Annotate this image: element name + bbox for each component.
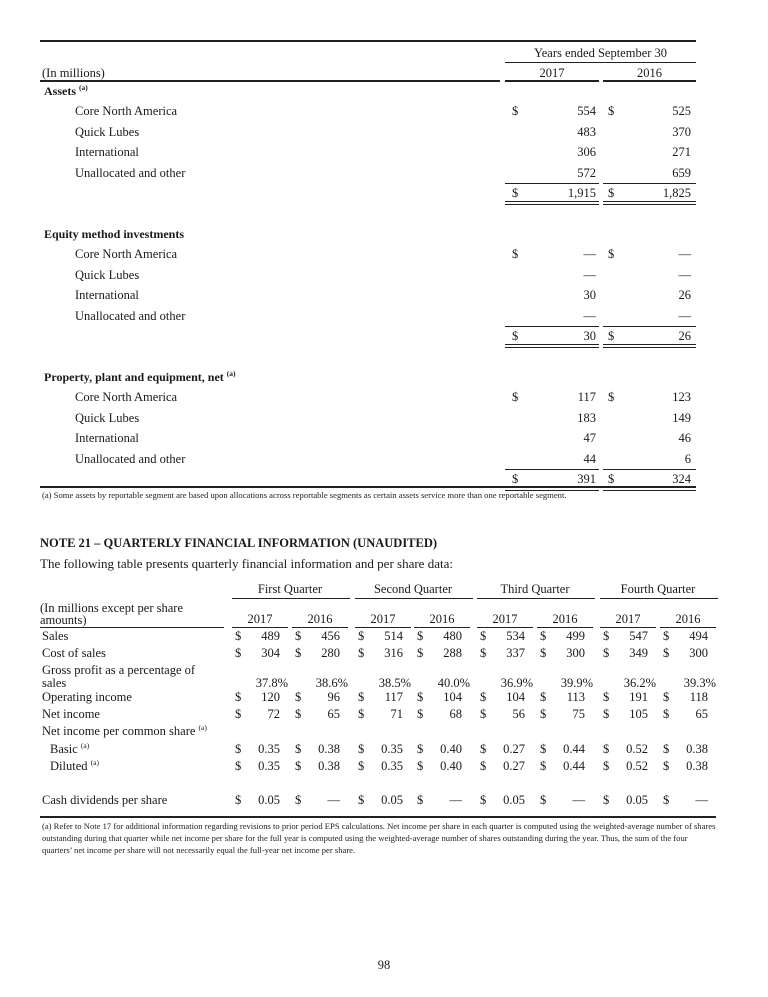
dollar-sign: $: [603, 707, 610, 721]
dollar-sign-2016: $: [608, 104, 615, 118]
dollar-sign: $: [235, 707, 242, 721]
section-title: [44, 227, 184, 241]
row-label: [42, 724, 207, 738]
value-2017: 47: [583, 431, 596, 445]
total-double-rule: [603, 344, 696, 345]
section-title: [44, 370, 236, 384]
value-2017: 30: [583, 288, 596, 302]
note21-heading: NOTE 21 – QUARTERLY FINANCIAL INFORMATION (UNAUDITED): [40, 536, 438, 550]
section-title-text: Equity method investments: [44, 227, 185, 241]
footnote-mark: (a): [80, 741, 90, 750]
row-label: Quick Lubes: [75, 267, 140, 282]
header-bottom-rule: [40, 80, 500, 82]
dollar-sign: $: [603, 690, 610, 704]
dollar-sign: $: [417, 646, 424, 660]
year-header: 2016: [307, 612, 333, 626]
dollar-sign: $: [235, 759, 242, 773]
dollar-sign: $: [235, 646, 242, 660]
total-double-rule: [603, 204, 696, 205]
row-label: [50, 742, 89, 756]
units-label-line2: amounts): [40, 613, 87, 627]
note21-intro: The following table presents quarterly financial information and per share data:: [40, 556, 453, 571]
row-label: [42, 707, 100, 721]
dollar-sign: $: [603, 742, 610, 756]
dollar-sign-2016: $: [608, 247, 615, 261]
cell-value: 65: [327, 707, 340, 721]
cell-value: 118: [689, 690, 708, 704]
subtotal-rule: [603, 469, 696, 470]
cell-value: 0.27: [503, 742, 525, 756]
year-header-rule: [292, 627, 348, 628]
dollar-sign: $: [663, 793, 670, 807]
quarter-header: Third Quarter: [500, 582, 570, 596]
year-header-rule: [232, 627, 288, 628]
section-title: [44, 84, 88, 98]
label-header-rule: [40, 627, 224, 628]
header-rule: [505, 62, 696, 63]
cell-value: 499: [566, 629, 585, 643]
dollar-sign: $: [540, 793, 547, 807]
value-2016: 271: [672, 145, 691, 159]
page-number: 98: [377, 958, 391, 972]
cell-value: 300: [566, 646, 585, 660]
dollar-sign: $: [295, 707, 302, 721]
total-2017: 30: [583, 329, 596, 343]
units-label-line1: (In millions except per share: [40, 601, 184, 615]
total-2017: 391: [577, 472, 596, 486]
dollar-sign: $: [540, 629, 547, 643]
cell-value: 38.6%: [315, 676, 348, 690]
year-header: 2016: [675, 612, 701, 626]
cell-value: 0.05: [503, 793, 525, 807]
cell-value: 0.52: [626, 742, 648, 756]
dollar-sign: $: [235, 629, 242, 643]
value-2016: —: [678, 247, 691, 261]
cell-value: 37.8%: [255, 676, 288, 690]
cell-value: —: [449, 793, 462, 807]
value-2017: —: [583, 247, 596, 261]
cell-value: 38.5%: [378, 676, 411, 690]
subtotal-rule: [603, 183, 696, 184]
cell-value: 0.52: [626, 759, 648, 773]
footnote-rule: [40, 486, 696, 488]
dollar-sign: $: [603, 759, 610, 773]
total-double-rule: [505, 201, 599, 202]
subtotal-rule: [505, 469, 599, 470]
header-bottom-rule-2017: [505, 80, 599, 82]
cell-value: 105: [629, 707, 648, 721]
cell-value: 0.38: [686, 759, 708, 773]
cell-value: 0.38: [686, 742, 708, 756]
cell-value: 280: [321, 646, 340, 660]
cell-value: 65: [695, 707, 708, 721]
table-top-rule: [40, 40, 696, 42]
row-label-text: Cash dividends per share: [42, 793, 168, 807]
row-label-text: Diluted: [50, 759, 88, 773]
row-label: [42, 690, 132, 704]
dollar-sign-2017: $: [512, 104, 519, 118]
dollar-sign: $: [417, 690, 424, 704]
cell-value: 300: [689, 646, 708, 660]
cell-value: 0.44: [563, 759, 585, 773]
row-label-text: Net income: [42, 707, 100, 721]
cell-value: 349: [629, 646, 648, 660]
footnote-mark: (a): [198, 723, 207, 732]
dollar-sign: $: [358, 646, 365, 660]
year-header: 2017: [615, 612, 641, 626]
quarter-header-rule: [232, 598, 350, 599]
dollar-sign: $: [540, 707, 547, 721]
row-label: Quick Lubes: [75, 124, 140, 139]
footnote-mark: (a): [79, 83, 88, 92]
cell-value: 316: [384, 646, 403, 660]
year-header: 2016: [552, 612, 578, 626]
cell-value: 0.35: [381, 742, 403, 756]
value-2017: 572: [577, 165, 596, 180]
row-label-text: Sales: [42, 629, 69, 643]
dollar-sign: $: [417, 759, 424, 773]
cell-value: 120: [261, 690, 280, 704]
footnote-mark: (a): [90, 758, 99, 767]
subtotal-rule: [603, 326, 696, 327]
dollar-sign: $: [603, 793, 610, 807]
dollar-sign: $: [358, 690, 365, 704]
total-2016: 324: [672, 472, 691, 486]
row-label: Core North America: [75, 247, 178, 261]
cell-value: 68: [449, 707, 462, 721]
total-dollar-2016: $: [608, 472, 615, 486]
dollar-sign: $: [663, 742, 670, 756]
cell-value: 0.35: [258, 742, 280, 756]
total-double-rule: [505, 204, 599, 205]
footnote-mark: (a): [226, 369, 236, 378]
year-2016-header: 2016: [637, 66, 662, 80]
cell-value: 0.05: [258, 793, 280, 807]
cell-value: 39.3%: [683, 676, 716, 690]
dollar-sign: $: [480, 690, 487, 704]
dollar-sign: $: [295, 629, 302, 643]
cell-value: —: [572, 793, 585, 807]
dollar-sign: $: [480, 793, 487, 807]
dollar-sign: $: [417, 793, 424, 807]
row-label: [50, 759, 99, 773]
total-double-rule: [603, 201, 696, 202]
cell-value: 337: [506, 646, 525, 660]
cell-value: 96: [327, 690, 340, 704]
row-label-text: Net income per common share: [42, 724, 196, 738]
dollar-sign: $: [358, 629, 365, 643]
dollar-sign-2016: $: [608, 390, 615, 404]
cell-value: 489: [261, 629, 280, 643]
dollar-sign: $: [417, 707, 424, 721]
cell-value: 104: [443, 690, 462, 704]
cell-value: 56: [512, 707, 525, 721]
dollar-sign: $: [663, 759, 670, 773]
cell-value: 36.2%: [623, 676, 656, 690]
cell-value: 514: [384, 629, 403, 643]
year-header: 2017: [492, 612, 518, 626]
quarter-header: Second Quarter: [373, 582, 453, 596]
dollar-sign: $: [417, 629, 424, 643]
cell-value: 304: [261, 646, 280, 660]
cell-value: 480: [443, 629, 462, 643]
dollar-sign: $: [480, 742, 487, 756]
cell-value: 72: [267, 707, 280, 721]
value-2016: 525: [672, 104, 691, 118]
total-2016: 26: [678, 329, 691, 343]
year-header: 2016: [429, 612, 455, 626]
value-2016: 26: [678, 288, 691, 302]
year-header-rule: [537, 627, 593, 628]
dollar-sign: $: [295, 690, 302, 704]
row-label-line2: sales: [42, 676, 67, 690]
cell-value: 0.38: [318, 742, 340, 756]
row-label: International: [75, 431, 139, 445]
value-2016: 46: [678, 431, 691, 445]
total-dollar-2017: $: [512, 329, 519, 343]
row-label-text: Basic: [50, 742, 78, 756]
row-label-text: Gross profit as a percentage of: [42, 663, 196, 677]
cell-value: —: [327, 793, 340, 807]
value-2016: —: [678, 267, 691, 282]
cell-value: 104: [506, 690, 525, 704]
total-dollar-2016: $: [608, 329, 615, 343]
row-label: [42, 629, 68, 643]
cell-value: —: [695, 793, 708, 807]
quarter-header-rule: [355, 598, 473, 599]
value-2017: 306: [577, 145, 596, 159]
value-2017: 554: [577, 104, 596, 118]
segment-footnote: (a) Some assets by reportable segment are based upon allocations across reportable segments as certain assets service more than one reportable segment.: [42, 490, 567, 500]
dollar-sign: $: [540, 690, 547, 704]
dollar-sign: $: [417, 742, 424, 756]
total-dollar-2017: $: [512, 472, 519, 486]
cell-value: 547: [629, 629, 648, 643]
year-header-rule: [600, 627, 656, 628]
quarter-header-rule: [600, 598, 718, 599]
section-title-text: Property, plant and equipment, net: [44, 370, 224, 384]
cell-value: 456: [321, 629, 340, 643]
row-label: Unallocated and other: [75, 451, 186, 466]
cell-value: 75: [572, 707, 585, 721]
total-2016: 1,825: [662, 186, 691, 200]
quarter-header: Fourth Quarter: [620, 582, 696, 596]
row-label-text: Operating income: [42, 690, 132, 704]
years-ended-header: Years ended September 30: [533, 46, 668, 60]
value-2017: 117: [577, 390, 596, 404]
dollar-sign: $: [295, 759, 302, 773]
total-dollar-2017: $: [512, 186, 519, 200]
quarter-header: First Quarter: [257, 582, 323, 596]
dollar-sign: $: [358, 793, 365, 807]
year-header-rule: [414, 627, 470, 628]
cell-value: 0.40: [440, 742, 462, 756]
total-2017: 1,915: [567, 186, 596, 200]
row-label: Unallocated and other: [75, 165, 186, 180]
dollar-sign: $: [358, 742, 365, 756]
units-label: (In millions): [42, 66, 105, 80]
value-2016: 123: [672, 390, 691, 404]
cell-value: 288: [443, 646, 462, 660]
dollar-sign: $: [235, 690, 242, 704]
row-label: Unallocated and other: [75, 308, 186, 323]
cell-value: 40.0%: [437, 676, 470, 690]
dollar-sign-2017: $: [512, 390, 519, 404]
cell-value: 0.35: [381, 759, 403, 773]
row-label: [42, 793, 167, 807]
dollar-sign: $: [235, 793, 242, 807]
total-double-rule: [505, 347, 599, 348]
subtotal-rule: [505, 326, 599, 327]
dollar-sign: $: [603, 629, 610, 643]
row-label: [42, 646, 106, 660]
dollar-sign: $: [358, 707, 365, 721]
total-double-rule: [505, 344, 599, 345]
row-label-text: Cost of sales: [42, 646, 106, 660]
value-2017: 44: [583, 451, 596, 466]
cell-value: 0.40: [440, 759, 462, 773]
dollar-sign: $: [358, 759, 365, 773]
cell-value: 39.9%: [560, 676, 593, 690]
quarterly-footnote: (a) Refer to Note 17 for additional information regarding revisions to prior period EPS calculations. Net income per share in each quarter is computed using the weighted-average number of shares outstanding during that quarter while net income per share for the full year is computed using the weighted-average number of shares outstanding during the year. Thus, the sum of the four quarters’ net income per share will not necessarily equal the full-year net income per share.: [42, 821, 716, 855]
value-2016: 370: [672, 124, 691, 139]
value-2016: 149: [672, 410, 691, 425]
cell-value: 71: [390, 707, 403, 721]
cell-value: 0.27: [503, 759, 525, 773]
row-label: International: [75, 288, 139, 302]
row-label: Quick Lubes: [75, 410, 140, 425]
year-header-rule: [477, 627, 533, 628]
dollar-sign: $: [295, 742, 302, 756]
cell-value: 191: [629, 690, 648, 704]
cell-value: 0.05: [381, 793, 403, 807]
section-title-text: Assets: [44, 84, 76, 98]
header-bottom-rule-2016: [603, 80, 696, 82]
value-2017: 483: [577, 124, 596, 139]
value-2016: 6: [684, 451, 691, 466]
dollar-sign: $: [540, 759, 547, 773]
year-header: 2017: [370, 612, 396, 626]
dollar-sign: $: [295, 646, 302, 660]
dollar-sign: $: [663, 629, 670, 643]
year-header-rule: [355, 627, 411, 628]
dollar-sign: $: [235, 742, 242, 756]
quarter-header-rule: [477, 598, 595, 599]
total-dollar-2016: $: [608, 186, 615, 200]
row-label: Core North America: [75, 390, 178, 404]
value-2016: —: [678, 308, 691, 323]
value-2016: 659: [672, 165, 691, 180]
dollar-sign-2017: $: [512, 247, 519, 261]
quarterly-footnote-rule: [40, 816, 716, 818]
cell-value: 36.9%: [500, 676, 533, 690]
dollar-sign: $: [480, 629, 487, 643]
total-double-rule: [603, 347, 696, 348]
subtotal-rule: [505, 183, 599, 184]
value-2017: —: [583, 267, 596, 282]
dollar-sign: $: [663, 707, 670, 721]
dollar-sign: $: [603, 646, 610, 660]
cell-value: 117: [384, 690, 403, 704]
row-label: [42, 663, 195, 677]
dollar-sign: $: [540, 646, 547, 660]
year-header-rule: [660, 627, 716, 628]
cell-value: 113: [566, 690, 585, 704]
dollar-sign: $: [480, 707, 487, 721]
cell-value: 494: [689, 629, 708, 643]
dollar-sign: $: [480, 759, 487, 773]
value-2017: —: [583, 308, 596, 323]
dollar-sign: $: [480, 646, 487, 660]
row-label: International: [75, 145, 139, 159]
dollar-sign: $: [663, 646, 670, 660]
row-label: Core North America: [75, 104, 178, 118]
dollar-sign: $: [663, 690, 670, 704]
cell-value: 0.05: [626, 793, 648, 807]
cell-value: 0.44: [563, 742, 585, 756]
year-header: 2017: [247, 612, 273, 626]
dollar-sign: $: [540, 742, 547, 756]
value-2017: 183: [577, 410, 596, 425]
cell-value: 0.38: [318, 759, 340, 773]
cell-value: 0.35: [258, 759, 280, 773]
year-2017-header: 2017: [539, 66, 565, 80]
cell-value: 534: [506, 629, 525, 643]
dollar-sign: $: [295, 793, 302, 807]
